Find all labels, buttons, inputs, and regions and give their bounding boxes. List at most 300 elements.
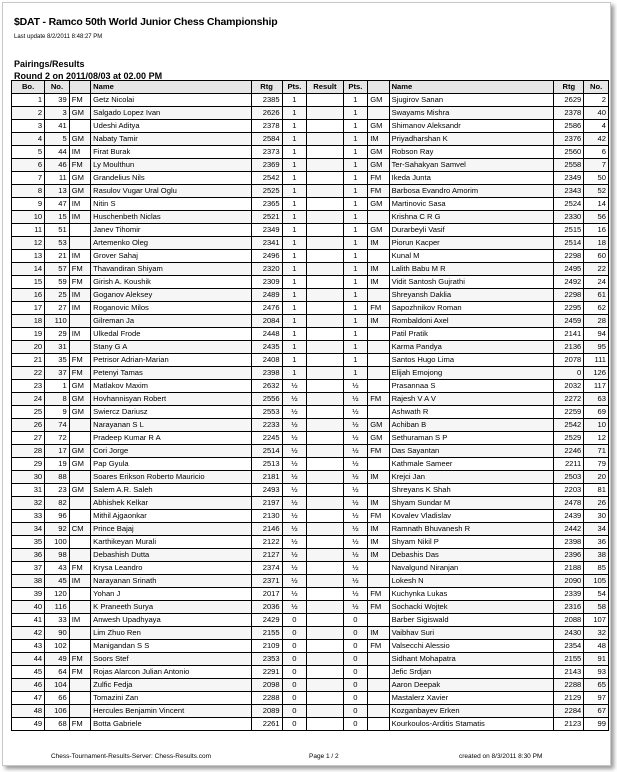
black-no: 93	[584, 666, 609, 679]
result	[307, 705, 343, 718]
black-rating: 2136	[554, 341, 584, 354]
black-rating: 2524	[554, 198, 584, 211]
white-name: Abhishek Kelkar	[91, 497, 251, 510]
white-name: Krysa Leandro	[91, 562, 251, 575]
black-points: 0	[343, 679, 368, 692]
white-name: Salgado Lopez Ivan	[91, 107, 251, 120]
white-points: ½	[282, 523, 307, 536]
black-title: FM	[368, 510, 389, 523]
black-title	[368, 666, 389, 679]
white-points: 1	[282, 341, 307, 354]
black-name: Mastalerz Xavier	[389, 692, 554, 705]
white-title: GM	[69, 445, 90, 458]
black-name: Durarbeyli Vasif	[389, 224, 554, 237]
black-no: 52	[584, 185, 609, 198]
board-no: 13	[12, 250, 45, 263]
black-no: 6	[584, 146, 609, 159]
table-row	[12, 562, 609, 575]
black-no: 12	[584, 432, 609, 445]
result	[307, 367, 343, 380]
white-name: K Praneeth Surya	[91, 601, 251, 614]
white-rating: 2261	[251, 718, 282, 731]
col-white-no: No.	[45, 81, 70, 94]
col-black-no: No.	[584, 81, 609, 94]
black-rating: 2298	[554, 250, 584, 263]
white-rating: 2525	[251, 185, 282, 198]
white-points: ½	[282, 497, 307, 510]
board-no: 24	[12, 393, 45, 406]
white-name: Ly Moulthun	[91, 159, 251, 172]
board-no: 33	[12, 510, 45, 523]
white-points: ½	[282, 419, 307, 432]
white-rating: 2584	[251, 133, 282, 146]
black-title: FM	[368, 172, 389, 185]
black-no: 60	[584, 250, 609, 263]
white-points: 0	[282, 718, 307, 731]
white-title: GM	[69, 185, 90, 198]
black-rating: 2396	[554, 549, 584, 562]
result	[307, 328, 343, 341]
black-title: GM	[368, 94, 389, 107]
white-rating: 2521	[251, 211, 282, 224]
black-title: IM	[368, 315, 389, 328]
black-points: 1	[343, 315, 368, 328]
table-row	[12, 575, 609, 588]
white-name: Yohan J	[91, 588, 251, 601]
table-row	[12, 588, 609, 601]
white-name: Swiercz Dariusz	[91, 406, 251, 419]
white-points: 0	[282, 640, 307, 653]
black-name: Krejci Jan	[389, 471, 554, 484]
white-name: Hercules Benjamin Vincent	[91, 705, 251, 718]
result	[307, 679, 343, 692]
black-title	[368, 718, 389, 731]
white-points: 0	[282, 666, 307, 679]
white-points: ½	[282, 562, 307, 575]
col-white-rating: Rtg	[251, 81, 282, 94]
white-no: 49	[45, 653, 70, 666]
white-points: ½	[282, 588, 307, 601]
black-title: IM	[368, 237, 389, 250]
white-points: 0	[282, 614, 307, 627]
black-name: Debashis Das	[389, 549, 554, 562]
result	[307, 510, 343, 523]
white-rating: 2626	[251, 107, 282, 120]
black-no: 107	[584, 614, 609, 627]
board-no: 41	[12, 614, 45, 627]
black-points: 0	[343, 614, 368, 627]
white-title: GM	[69, 393, 90, 406]
white-points: 0	[282, 627, 307, 640]
footer-server: Chess-Tournament-Results-Server: Chess-Results.com	[51, 753, 212, 760]
white-title	[69, 640, 90, 653]
white-title: GM	[69, 107, 90, 120]
result	[307, 146, 343, 159]
white-no: 9	[45, 406, 70, 419]
white-points: ½	[282, 458, 307, 471]
black-points: ½	[343, 562, 368, 575]
board-no: 42	[12, 627, 45, 640]
black-rating: 2478	[554, 497, 584, 510]
white-name: Debashish Dutta	[91, 549, 251, 562]
white-name: Nitin S	[91, 198, 251, 211]
white-name: Salem A.R. Saleh	[91, 484, 251, 497]
black-title	[368, 575, 389, 588]
black-points: ½	[343, 445, 368, 458]
table-row	[12, 523, 609, 536]
table-row	[12, 458, 609, 471]
black-no: 14	[584, 198, 609, 211]
white-rating: 2476	[251, 302, 282, 315]
board-no: 29	[12, 458, 45, 471]
result	[307, 289, 343, 302]
black-no: 38	[584, 549, 609, 562]
result	[307, 276, 343, 289]
black-rating: 2088	[554, 614, 584, 627]
table-row	[12, 484, 609, 497]
white-name: Grover Sahaj	[91, 250, 251, 263]
black-no: 2	[584, 94, 609, 107]
white-no: 39	[45, 94, 70, 107]
table-row	[12, 549, 609, 562]
white-no: 25	[45, 289, 70, 302]
black-title: IM	[368, 276, 389, 289]
white-points: 0	[282, 653, 307, 666]
table-row	[12, 107, 609, 120]
white-rating: 2036	[251, 601, 282, 614]
col-black-points: Pts.	[343, 81, 368, 94]
white-name: Janev Tihomir	[91, 224, 251, 237]
black-rating: 2586	[554, 120, 584, 133]
white-name: Mithil Ajgaonkar	[91, 510, 251, 523]
white-rating: 2496	[251, 250, 282, 263]
black-name: Lokesh N	[389, 575, 554, 588]
black-points: ½	[343, 484, 368, 497]
table-row	[12, 263, 609, 276]
board-no: 28	[12, 445, 45, 458]
white-rating: 2130	[251, 510, 282, 523]
result	[307, 692, 343, 705]
black-no: 126	[584, 367, 609, 380]
black-name: Sidhant Mohapatra	[389, 653, 554, 666]
white-name: Manigandan S S	[91, 640, 251, 653]
table-row	[12, 679, 609, 692]
white-name: Pradeep Kumar R A	[91, 432, 251, 445]
board-no: 17	[12, 302, 45, 315]
black-points: ½	[343, 588, 368, 601]
white-title	[69, 679, 90, 692]
black-name: Vidit Santosh Gujrathi	[389, 276, 554, 289]
white-rating: 2365	[251, 198, 282, 211]
black-rating: 2203	[554, 484, 584, 497]
table-row	[12, 354, 609, 367]
black-points: ½	[343, 497, 368, 510]
result	[307, 107, 343, 120]
white-name: Anwesh Upadhyaya	[91, 614, 251, 627]
black-points: 1	[343, 185, 368, 198]
black-name: Swayams Mishra	[389, 107, 554, 120]
white-no: 3	[45, 107, 70, 120]
white-points: 1	[282, 276, 307, 289]
black-no: 32	[584, 627, 609, 640]
col-white-name: Name	[91, 81, 251, 94]
col-black-name: Name	[389, 81, 554, 94]
black-rating: 2514	[554, 237, 584, 250]
result	[307, 133, 343, 146]
black-name: Barber Sigiswald	[389, 614, 554, 627]
black-name: Das Sayantan	[389, 445, 554, 458]
black-rating: 2090	[554, 575, 584, 588]
result	[307, 159, 343, 172]
white-title	[69, 705, 90, 718]
board-no: 9	[12, 198, 45, 211]
white-rating: 2084	[251, 315, 282, 328]
board-no: 10	[12, 211, 45, 224]
board-no: 27	[12, 432, 45, 445]
result	[307, 432, 343, 445]
white-name: Lim Zhuo Ren	[91, 627, 251, 640]
black-rating: 2032	[554, 380, 584, 393]
black-name: Jefic Srdjan	[389, 666, 554, 679]
black-points: 1	[343, 354, 368, 367]
black-rating: 2123	[554, 718, 584, 731]
white-no: 96	[45, 510, 70, 523]
white-title	[69, 692, 90, 705]
white-title: IM	[69, 575, 90, 588]
white-points: 1	[282, 211, 307, 224]
black-rating: 2560	[554, 146, 584, 159]
white-points: ½	[282, 432, 307, 445]
black-rating: 2503	[554, 471, 584, 484]
black-no: 4	[584, 120, 609, 133]
white-points: 1	[282, 120, 307, 133]
white-name: Ulkedal Frode	[91, 328, 251, 341]
board-no: 48	[12, 705, 45, 718]
board-no: 30	[12, 471, 45, 484]
black-points: ½	[343, 380, 368, 393]
white-title: IM	[69, 211, 90, 224]
white-name: Getz Nicolai	[91, 94, 251, 107]
black-title: IM	[368, 627, 389, 640]
board-no: 23	[12, 380, 45, 393]
white-rating: 2514	[251, 445, 282, 458]
white-name: Udeshi Aditya	[91, 120, 251, 133]
white-no: 68	[45, 718, 70, 731]
result	[307, 666, 343, 679]
black-points: 1	[343, 367, 368, 380]
white-rating: 2245	[251, 432, 282, 445]
black-rating: 2246	[554, 445, 584, 458]
white-name: Narayanan S L	[91, 419, 251, 432]
table-row	[12, 432, 609, 445]
white-title: GM	[69, 406, 90, 419]
black-title	[368, 562, 389, 575]
result	[307, 445, 343, 458]
white-rating: 2553	[251, 406, 282, 419]
board-no: 39	[12, 588, 45, 601]
result	[307, 718, 343, 731]
white-points: 1	[282, 237, 307, 250]
white-no: 51	[45, 224, 70, 237]
black-title: IM	[368, 471, 389, 484]
black-no: 50	[584, 172, 609, 185]
white-name: Tomazini Zan	[91, 692, 251, 705]
white-points: ½	[282, 549, 307, 562]
black-rating: 2288	[554, 679, 584, 692]
board-no: 21	[12, 354, 45, 367]
result	[307, 653, 343, 666]
table-row	[12, 536, 609, 549]
result	[307, 354, 343, 367]
black-name: Santos Hugo Lima	[389, 354, 554, 367]
board-no: 36	[12, 549, 45, 562]
black-title	[368, 705, 389, 718]
black-title: GM	[368, 419, 389, 432]
black-name: Shimanov Aleksandr	[389, 120, 554, 133]
black-no: 16	[584, 224, 609, 237]
black-no: 95	[584, 341, 609, 354]
black-points: 1	[343, 107, 368, 120]
black-points: 1	[343, 263, 368, 276]
black-title: GM	[368, 120, 389, 133]
white-title: FM	[69, 94, 90, 107]
white-title: FM	[69, 354, 90, 367]
black-title	[368, 458, 389, 471]
white-title: IM	[69, 302, 90, 315]
white-title: FM	[69, 653, 90, 666]
black-no: 94	[584, 328, 609, 341]
white-name: Pap Gyula	[91, 458, 251, 471]
white-no: 110	[45, 315, 70, 328]
black-rating: 2378	[554, 107, 584, 120]
black-no: 30	[584, 510, 609, 523]
white-no: 33	[45, 614, 70, 627]
white-points: 1	[282, 263, 307, 276]
black-name: Patil Pratik	[389, 328, 554, 341]
black-name: Priyadharshan K	[389, 133, 554, 146]
white-name: Soors Stef	[91, 653, 251, 666]
last-update: Last update 8/2/2011 8:48:27 PM	[14, 34, 103, 40]
black-name: Valsecchi Alessio	[389, 640, 554, 653]
white-name: Nabaty Tamir	[91, 133, 251, 146]
table-row	[12, 393, 609, 406]
black-no: 34	[584, 523, 609, 536]
black-name: Elijah Emojong	[389, 367, 554, 380]
black-rating: 2629	[554, 94, 584, 107]
footer-page: Page 1 / 2	[309, 753, 339, 760]
white-points: 0	[282, 692, 307, 705]
board-no: 15	[12, 276, 45, 289]
white-title: GM	[69, 458, 90, 471]
black-points: ½	[343, 601, 368, 614]
black-name: Ikeda Junta	[389, 172, 554, 185]
board-no: 6	[12, 159, 45, 172]
white-points: 1	[282, 354, 307, 367]
white-title: CM	[69, 523, 90, 536]
board-no: 26	[12, 419, 45, 432]
black-points: ½	[343, 458, 368, 471]
white-no: 1	[45, 380, 70, 393]
white-rating: 2146	[251, 523, 282, 536]
black-title: IM	[368, 497, 389, 510]
black-no: 42	[584, 133, 609, 146]
black-name: Prasannaa S	[389, 380, 554, 393]
black-name: Robson Ray	[389, 146, 554, 159]
black-rating: 2529	[554, 432, 584, 445]
black-points: ½	[343, 549, 368, 562]
footer-created: created on 8/3/2011 8:30 PM	[459, 753, 543, 760]
white-rating: 2089	[251, 705, 282, 718]
white-no: 64	[45, 666, 70, 679]
col-white-points: Pts.	[282, 81, 307, 94]
board-no: 16	[12, 289, 45, 302]
table-header-row	[12, 81, 609, 94]
white-no: 106	[45, 705, 70, 718]
white-no: 92	[45, 523, 70, 536]
black-rating: 2188	[554, 562, 584, 575]
table-row	[12, 94, 609, 107]
board-no: 49	[12, 718, 45, 731]
board-no: 37	[12, 562, 45, 575]
black-name: Shreyans K Shah	[389, 484, 554, 497]
black-title	[368, 328, 389, 341]
white-rating: 2374	[251, 562, 282, 575]
white-rating: 2181	[251, 471, 282, 484]
black-name: Kovalev Vladislav	[389, 510, 554, 523]
black-rating: 2330	[554, 211, 584, 224]
white-name: Rojas Alarcon Julian Antonio	[91, 666, 251, 679]
black-points: 1	[343, 159, 368, 172]
board-no: 19	[12, 328, 45, 341]
col-black-title	[368, 81, 389, 94]
black-rating: 2459	[554, 315, 584, 328]
white-name: Thavandiran Shiyam	[91, 263, 251, 276]
white-rating: 2429	[251, 614, 282, 627]
table-row	[12, 406, 609, 419]
black-rating: 2515	[554, 224, 584, 237]
table-row	[12, 315, 609, 328]
white-points: 1	[282, 302, 307, 315]
pairings-table	[11, 80, 609, 731]
result	[307, 536, 343, 549]
white-no: 90	[45, 627, 70, 640]
black-points: ½	[343, 393, 368, 406]
white-name: Rasulov Vugar Ural Oglu	[91, 185, 251, 198]
black-points: 1	[343, 341, 368, 354]
white-no: 74	[45, 419, 70, 432]
black-rating: 2349	[554, 172, 584, 185]
table-row	[12, 497, 609, 510]
white-title: FM	[69, 263, 90, 276]
black-rating: 2143	[554, 666, 584, 679]
table-row	[12, 198, 609, 211]
black-name: Kuchynka Lukas	[389, 588, 554, 601]
result	[307, 393, 343, 406]
result	[307, 380, 343, 393]
black-no: 85	[584, 562, 609, 575]
black-no: 18	[584, 237, 609, 250]
table-row	[12, 120, 609, 133]
black-name: Sethuraman S P	[389, 432, 554, 445]
white-rating: 2369	[251, 159, 282, 172]
white-no: 47	[45, 198, 70, 211]
result	[307, 120, 343, 133]
white-points: 1	[282, 133, 307, 146]
black-points: ½	[343, 575, 368, 588]
black-rating: 2129	[554, 692, 584, 705]
white-no: 29	[45, 328, 70, 341]
black-rating: 2155	[554, 653, 584, 666]
